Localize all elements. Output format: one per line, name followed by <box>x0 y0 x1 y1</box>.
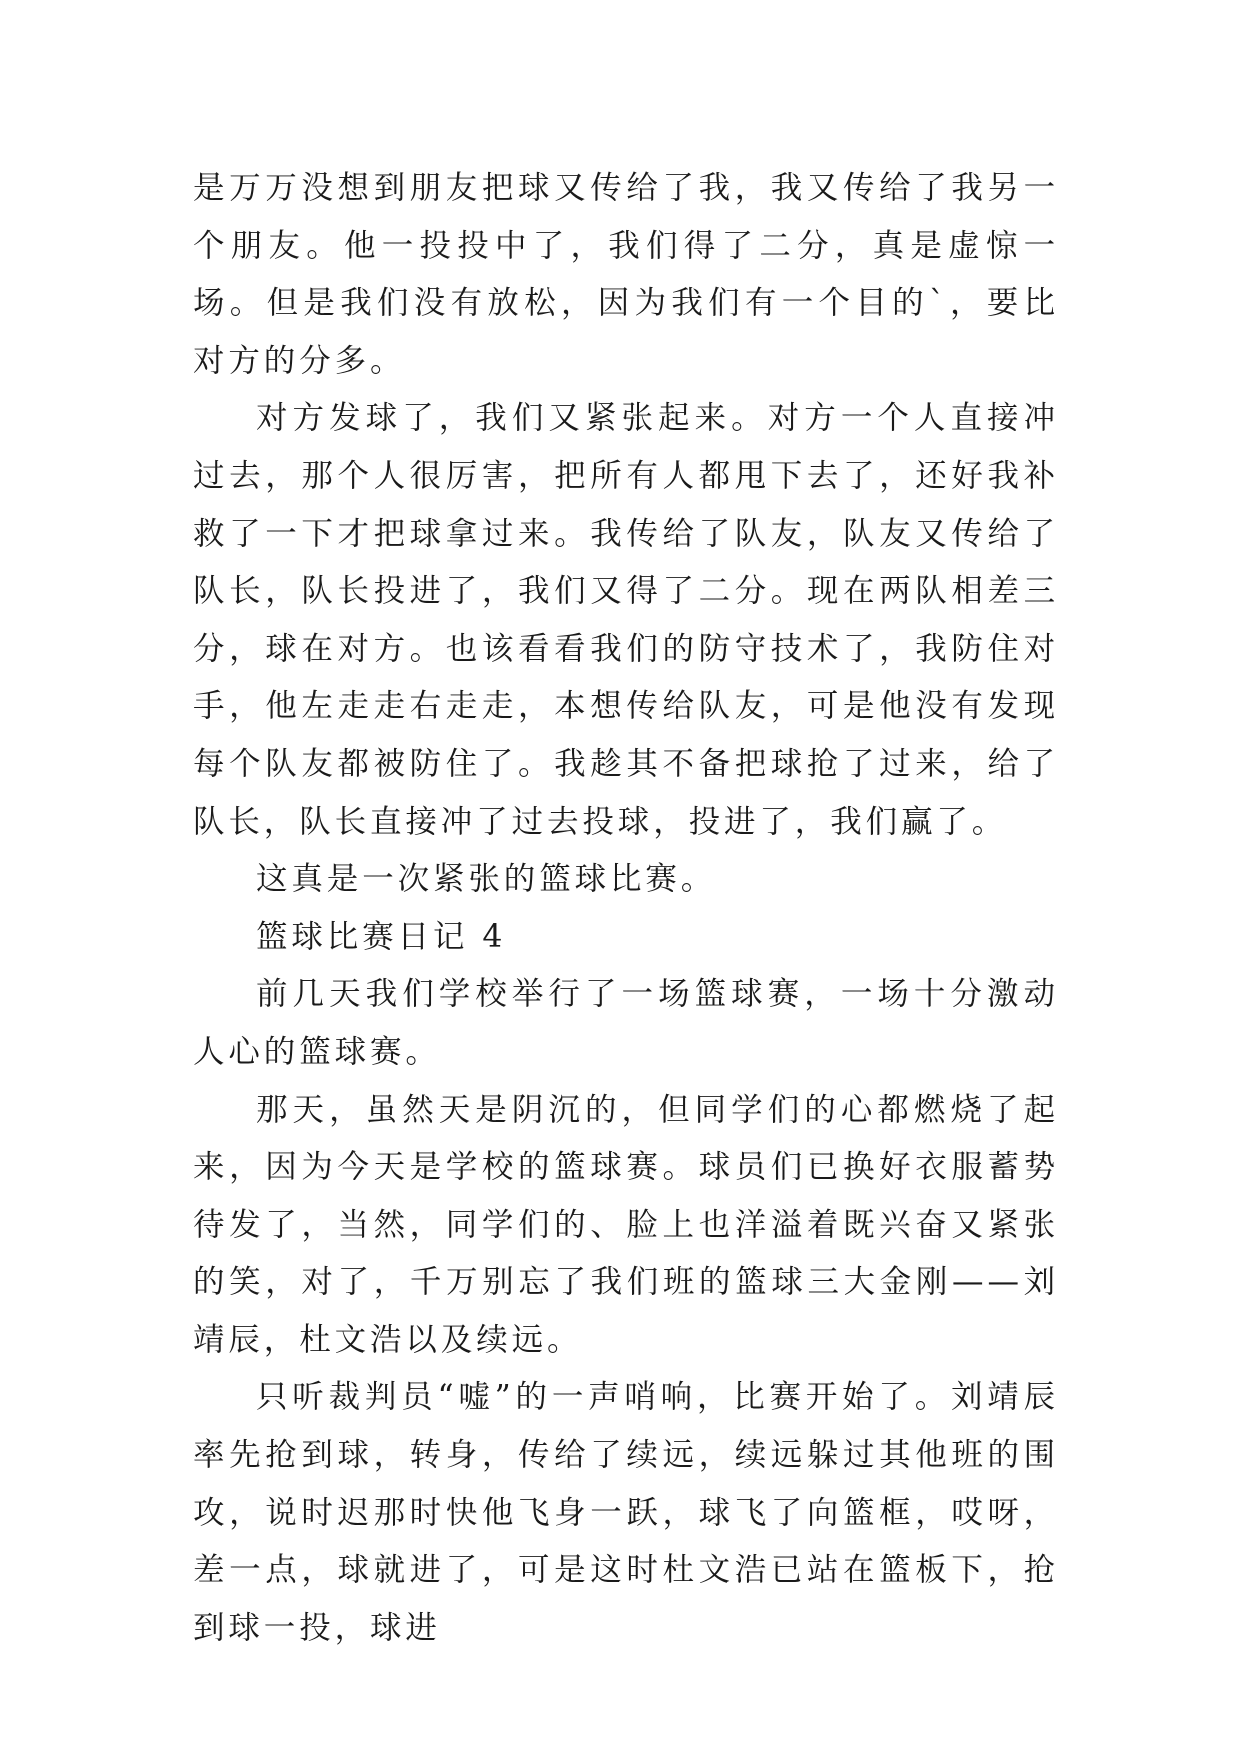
paragraph-4: 前几天我们学校举行了一场篮球赛，一场十分激动人心的篮球赛。 <box>193 976 1059 1070</box>
document-body <box>193 160 1059 1657</box>
paragraph-1: 是万万没想到朋友把球又传给了我，我又传给了我另一个朋友。他一投投中了，我们得了二分，真是虚惊一场。但是我们没有放松，因为我们有一个目的`，要比对方的分多。 <box>193 170 1059 379</box>
paragraph-5: 那天，虽然天是阴沉的，但同学们的心都燃烧了起来，因为今天是学校的篮球赛。球员们已换好衣服蓄势待发了，当然，同学们的、脸上也洋溢着既兴奋又紧张的笑，对了，千万别忘了我们班的篮球三大金刚——刘靖辰，杜文浩以及续远。 <box>193 1091 1059 1358</box>
section-heading: 篮球比赛日记 4 <box>256 918 507 955</box>
paragraph-3: 这真是一次紧张的篮球比赛。 <box>256 861 717 898</box>
paragraph-6: 只听裁判员“嘘”的一声哨响，比赛开始了。刘靖辰率先抢到球，转身，传给了续远，续远躲过其他班的围攻，说时迟那时快他飞身一跃，球飞了向篮框，哎呀，差一点，球就进了，可是这时杜文浩已站在篮板下，抢到球一投，球进 <box>193 1379 1059 1646</box>
paragraph-2: 对方发球了，我们又紧张起来。对方一个人直接冲过去，那个人很厉害，把所有人都甩下去了，还好我补救了一下才把球拿过来。我传给了队友，队友又传给了队长，队长投进了，我们又得了二分。现在两队相差三分，球在对方。也该看看我们的防守技术了，我防住对手，他左走走右走走，本想传给队友，可是他没有发现每个队友都被防住了。我趁其不备把球抢了过来，给了队长，队长直接冲了过去投球，投进了，我们赢了。 <box>193 400 1059 840</box>
